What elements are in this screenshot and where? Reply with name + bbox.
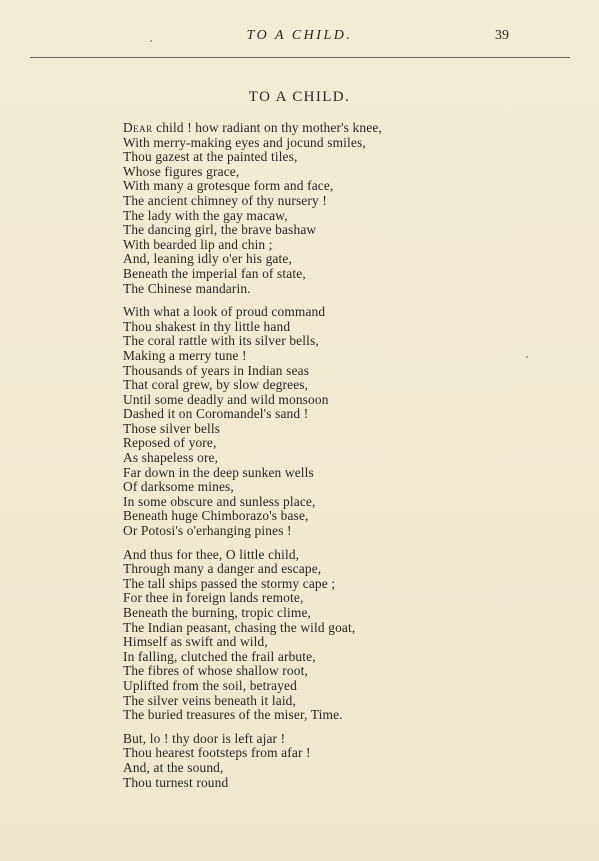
poem-line: In some obscure and sunless place, (123, 493, 316, 509)
paper-speck (150, 40, 152, 42)
poem-line: And thus for thee, O little child, (123, 546, 300, 562)
poem-line (123, 121, 563, 136)
stanza-3 (123, 548, 563, 723)
poem-line: Whose figures grace, (123, 163, 240, 179)
poem-line: And, at the sound, (123, 759, 224, 775)
poem-line: Himself as swift and wild, (123, 634, 268, 650)
poem-line: Making a merry tune ! (123, 347, 247, 363)
poem-title: TO A CHILD. (248, 89, 351, 105)
poem-line: Thousands of years in Indian seas (123, 362, 310, 378)
poem-line: With merry-making eyes and jocund smiles, (123, 134, 366, 150)
poem-line: Thou turnest round (123, 774, 229, 790)
poem-line: Thou shakest in thy little hand (123, 318, 291, 334)
poem-line: The tall ships passed the stormy cape ; (123, 575, 336, 591)
first-line-rest: child ! how radiant on thy mother's knee, (152, 120, 382, 135)
poem-line: The dancing girl, the brave bashaw (123, 222, 317, 238)
poem-line: The Indian peasant, chasing the wild goat, (123, 619, 356, 635)
poem-line: The silver veins beneath it laid, (123, 692, 297, 708)
poem-line: And, leaning idly o'er his gate, (123, 251, 292, 267)
poem-line: Through many a danger and escape, (123, 561, 322, 577)
first-word: Dear (123, 120, 153, 135)
paper-speck (526, 356, 528, 358)
poem-line: With many a grotesque form and face, (123, 178, 334, 194)
stanza-2 (123, 305, 563, 539)
poem-line: Those silver bells (123, 420, 221, 436)
header-rule (30, 57, 570, 58)
poem-line: In falling, clutched the frail arbute, (123, 648, 316, 664)
page-number: 39 (495, 28, 509, 43)
running-title: TO A CHILD. (246, 28, 353, 43)
poem-line: For thee in foreign lands remote, (123, 590, 304, 606)
poem-line: Far down in the deep sunken wells (123, 464, 314, 480)
poem-line: As shapeless ore, (123, 450, 219, 466)
poem-line: Beneath the imperial fan of state, (123, 265, 306, 281)
poem-line: Beneath the burning, tropic clime, (123, 605, 312, 620)
poem-line: Of darksome mines, (123, 479, 234, 495)
poem-line: The fibres of whose shallow root, (123, 663, 308, 679)
poem-line: But, lo ! thy door is left ajar ! (123, 730, 286, 746)
poem-line: The ancient chimney of thy nursery ! (123, 192, 327, 208)
poem-line: The buried treasures of the miser, Time. (123, 707, 343, 723)
stanza-1 (123, 121, 563, 296)
poem-line: Thou gazest at the painted tiles, (123, 149, 298, 165)
poem-line: That coral grew, by slow degrees, (123, 377, 309, 393)
poem-body (123, 121, 563, 799)
poem-line: Thou hearest footsteps from afar ! (123, 745, 311, 761)
poem-line: The coral rattle with its silver bells, (123, 333, 319, 349)
poem-line: Reposed of yore, (123, 435, 217, 451)
poem-line: Dashed it on Coromandel's sand ! (123, 406, 309, 422)
stanza-4 (123, 732, 563, 790)
poem-line: Or Potosi's o'erhanging pines ! (123, 523, 292, 539)
poem-line: With what a look of proud command (123, 304, 326, 320)
poem-line: The lady with the gay macaw, (123, 207, 288, 223)
poem-line: The Chinese mandarin. (123, 280, 251, 296)
poem-line: Until some deadly and wild monsoon (123, 391, 329, 407)
poem-line: Beneath huge Chimborazo's base, (123, 508, 309, 524)
running-header (0, 28, 599, 52)
poem-line: With bearded lip and chin ; (123, 236, 273, 252)
poem-line: Uplifted from the soil, betrayed (123, 677, 297, 693)
